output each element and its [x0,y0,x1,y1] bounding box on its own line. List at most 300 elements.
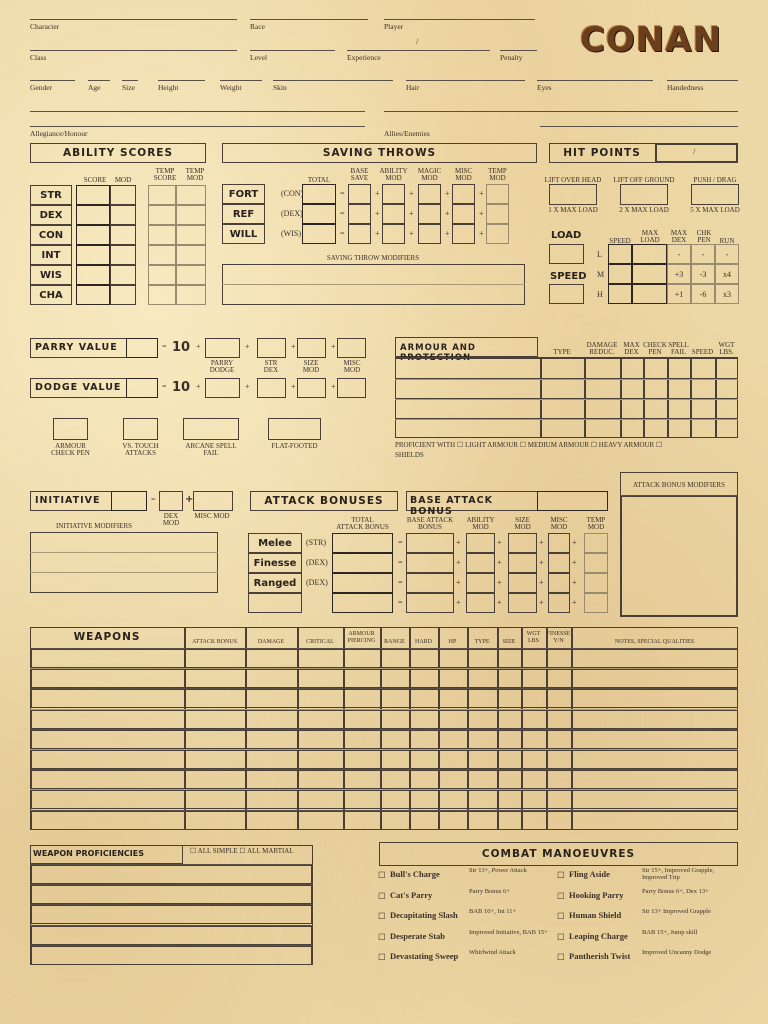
manoeuvre-prerequisite: Whirlwind Attack [469,949,516,956]
operator-sign: = [398,578,403,587]
ability-mod-input[interactable] [110,285,136,305]
defense-sublabel: PARRY DODGE [209,359,235,374]
weapon-row-input[interactable] [31,730,738,749]
proficiency-row-input[interactable] [31,885,312,904]
attack-input[interactable] [584,573,608,593]
ability-temp-mod-input[interactable] [176,245,206,265]
allies-label: Allies/Enemies [384,129,430,138]
load-column-header: MAX LOAD [640,229,660,244]
initiative-modifiers-input[interactable] [30,532,218,593]
manoeuvre-name: Pantherish Twist [569,951,631,961]
manoeuvre-prerequisite: Str 13+, Power Attack [469,867,527,874]
manoeuvre-checkbox[interactable]: ☐ [557,890,565,901]
dodge-value-component-input[interactable] [337,378,366,398]
plus-sign: + [291,342,296,351]
manoeuvre-checkbox[interactable]: ☐ [378,890,386,901]
ability-int-label: INT [30,245,72,265]
weapons-column-header: HARD [414,639,432,645]
load-max-input[interactable] [632,284,667,304]
defense-extra-input[interactable] [123,418,158,440]
lift-sub-label: 1 X MAX LOAD [548,206,598,214]
speed-label: SPEED [550,271,587,282]
hair-label: Hair [406,83,420,92]
divider [30,572,218,573]
operator-sign: + [497,538,502,547]
experience-field[interactable] [347,50,490,51]
save-input[interactable] [302,204,336,224]
operator-sign: = [340,189,345,198]
allies-field[interactable] [384,111,738,112]
operator-sign: + [497,598,502,607]
load-column-header: CHK PEN [696,229,712,244]
check-penalty-value: -6 [699,290,707,299]
load-max-input[interactable] [632,244,667,264]
initiative-misc-input[interactable] [193,491,233,511]
manoeuvre-checkbox[interactable]: ☐ [557,952,565,962]
equals-sign: = [162,382,167,391]
operator-sign: = [398,538,403,547]
load-speed-input[interactable] [608,244,632,264]
operator-sign: + [445,209,450,218]
defense-sublabel: MISC MOD [343,359,361,374]
proficient-label: PROFICIENT WITH [395,441,456,449]
operator-sign: + [572,538,577,547]
load-level-label: L [597,250,602,259]
manoeuvre-checkbox[interactable]: ☐ [557,931,565,942]
attack-input[interactable] [584,533,608,553]
save-input[interactable] [382,204,405,224]
operator-sign: = [398,598,403,607]
attack-input[interactable] [548,553,570,573]
ability-wis-label: WIS [30,265,72,285]
defense-sublabel: SIZE MOD [302,359,320,374]
save-column-header: BASE SAVE [350,167,369,182]
base-attack-bonus-input[interactable] [537,491,608,511]
weight-field[interactable] [220,80,262,81]
weapon-row-input[interactable] [31,689,738,708]
parry-value-component-input[interactable] [297,338,326,358]
attack-melee-label: Melee [248,533,302,553]
armour-header: ARMOUR AND PROTECTION [400,343,476,363]
lift-label: LIFT OFF GROUND [613,176,675,184]
lift-sub-label: 5 X MAX LOAD [690,206,740,214]
load-speed-input[interactable] [608,264,632,284]
save-input[interactable] [486,224,509,244]
load-column-header: MAX DEX [670,229,688,244]
ability-temp-score-input[interactable] [148,185,176,205]
handedness-label: Handedness [667,83,704,92]
save-input[interactable] [486,204,509,224]
all-simple-checkbox[interactable]: ☐ [190,847,197,855]
attack-input[interactable] [508,553,537,573]
divider [222,284,525,285]
equals-sign: = [162,342,167,351]
manoeuvre-name: Fling Aside [569,869,610,879]
weapons-header: WEAPONS [73,631,141,643]
ability-scores-header: ABILITY SCORES [30,143,206,163]
operator-sign: + [497,578,502,587]
attack-column-header: MISC MOD [550,516,568,531]
ability-mod-input[interactable] [110,185,136,205]
parry-value-component-input[interactable] [205,338,240,358]
armour-column-header: SPEED [691,348,714,356]
level-field[interactable] [250,50,335,51]
ability-str-label: STR [30,185,72,205]
max-dex-value: +1 [674,290,684,299]
ability-temp-score-input[interactable] [148,285,176,305]
operator-sign: + [409,209,414,218]
defense-extra-input[interactable] [183,418,239,440]
operator-sign: + [479,209,484,218]
parry-value-component-input[interactable] [257,338,286,358]
save-ref-label: REF [222,204,265,224]
manoeuvre-name: Devastating Sweep [390,951,459,961]
allies-field-line2[interactable] [540,126,738,127]
ability-temp-mod-input[interactable] [176,285,206,305]
all-martial-checkbox[interactable]: ☐ [239,847,246,855]
dodge-value-component-input[interactable] [297,378,326,398]
save-input[interactable] [382,224,405,244]
proficiency-row-input[interactable] [31,905,312,924]
manoeuvre-prerequisite: BAB 10+, Int 11+ [469,908,517,915]
row-divider [395,399,738,400]
heavy-armour-checkbox[interactable]: ☐ [590,441,598,449]
handedness-field[interactable] [667,80,738,81]
initiative-header: INITIATIVE [35,495,101,506]
row-divider [395,419,738,420]
ability-temp-score-input[interactable] [148,245,176,265]
operator-sign: + [539,578,544,587]
save-input[interactable] [348,184,371,204]
defense-extra-label: FLAT-FOOTED [271,442,318,450]
ability-temp-mod-input[interactable] [176,265,206,285]
attack-input[interactable] [332,573,393,593]
save-column-header: TOTAL [307,176,331,184]
character-label: Character [30,22,60,31]
defense-sublabel: STR DEX [263,359,279,374]
attack-column-header: SIZE MOD [514,516,531,531]
light-armour-label: LIGHT ARMOUR [465,441,518,449]
shields-label: SHIELDS [395,451,424,459]
armour-column-header: WGT LBS. [718,341,735,356]
parry-value-component-input[interactable] [337,338,366,358]
parry-value-total-input[interactable] [126,338,158,358]
misc-mod-label: MISC MOD [194,512,230,520]
operator-sign: + [375,229,380,238]
plus-sign: + [245,342,250,351]
player-field[interactable] [384,19,535,20]
weapon-row-input[interactable] [31,710,738,729]
attack-input[interactable] [466,533,495,553]
proficiency-row-input[interactable] [31,926,312,945]
medium-armour-label: MEDIUM ARMOUR [527,441,590,449]
operator-sign: + [572,598,577,607]
weapon-row-input[interactable] [31,811,738,830]
height-label: Height [158,83,179,92]
operator-sign: + [539,558,544,567]
attack-input[interactable] [584,553,608,573]
save-input[interactable] [452,184,475,204]
defense-extra-label: ARCANE SPELL FAIL [185,442,237,457]
ability-score-input[interactable] [76,185,110,205]
manoeuvre-name: Bull's Charge [390,869,440,879]
attack-column-header: BASE ATTACK BONUS [406,516,454,531]
load-max-input[interactable] [632,264,667,284]
dodge-value-component-input[interactable] [205,378,240,398]
manoeuvre-checkbox[interactable]: ☐ [378,870,386,880]
proficiency-row-input[interactable] [31,946,312,965]
save-input[interactable] [452,224,475,244]
load-column-header: RUN [719,237,735,245]
row-divider [395,379,738,380]
weight-label: Weight [220,83,242,92]
ability-temp-score-input[interactable] [148,225,176,245]
attack-input[interactable] [466,553,495,573]
save-input[interactable] [348,204,371,224]
armour-column-header: CHECK PEN [643,341,667,356]
weapons-column-header: RANGE [384,639,405,645]
ability-temp-score-input[interactable] [148,265,176,285]
weapons-column-header: CRITICAL [306,639,334,645]
dex-mod-label: DEX MOD [162,512,180,527]
ability-temp-mod-input[interactable] [176,225,206,245]
manoeuvre-checkbox[interactable]: ☐ [378,911,386,921]
conan-logo: CONAN [579,20,723,60]
armour-column-header: SPELL FAIL [668,341,689,356]
save-column-header: TEMP MOD [488,167,507,182]
attack-input[interactable] [548,573,570,593]
class-label: Class [30,53,47,62]
base-ten: 10 [172,340,191,355]
save-input[interactable] [348,224,371,244]
operator-sign: + [445,229,450,238]
attack-column-header: TOTAL ATTACK BONUS [336,516,389,531]
check-penalty-value: -3 [699,270,707,279]
ability-cha-label: CHA [30,285,72,305]
operator-sign: + [456,598,461,607]
hair-field[interactable] [406,80,525,81]
equals-sign: = [151,495,156,504]
attack-column-header: ABILITY MOD [466,516,495,531]
ability-mod-input[interactable] [110,225,136,245]
manoeuvre-checkbox[interactable]: ☐ [378,952,386,962]
weapon-row-input[interactable] [31,669,738,688]
allegiance-field[interactable] [30,111,365,112]
hit-points-header: HIT POINTS [563,147,641,159]
attack-bonus-modifiers-input[interactable] [621,496,737,616]
size-field[interactable] [122,80,138,81]
manoeuvre-checkbox[interactable]: ☐ [557,870,565,880]
ability-mod-input[interactable] [110,265,136,285]
manoeuvre-name: Decapitating Slash [390,910,458,920]
save-input[interactable] [452,204,475,224]
penalty-field[interactable] [500,50,537,51]
defense-extra-label: VS. TOUCH ATTACKS [122,442,159,457]
armour-row-input[interactable] [395,358,738,379]
attack-input[interactable] [508,573,537,593]
operator-sign: + [456,538,461,547]
attack-finesse-label: Finesse [248,553,302,573]
manoeuvre-name: Human Shield [569,910,622,920]
weapon-row-input[interactable] [31,750,738,769]
check-penalty-value: - [701,250,705,259]
save-input[interactable] [418,184,441,204]
size-label: Size [122,83,135,92]
ability-score-input[interactable] [76,205,110,225]
all-martial-label: ALL MARTIAL [247,847,294,855]
height-field[interactable] [158,80,205,81]
age-field[interactable] [88,80,110,81]
operator-sign: + [539,598,544,607]
ability-temp-mod-input[interactable] [176,205,206,225]
combat-manoeuvres-header: COMBAT MANOEUVRES [379,842,738,866]
initiative-modifiers-label: INITIATIVE MODIFIERS [55,522,133,530]
ability-score-input[interactable] [76,285,110,305]
armour-proficiency [395,442,768,449]
operator-sign: + [572,578,577,587]
weapon-row-input[interactable] [31,770,738,789]
operator-sign: + [375,209,380,218]
attack-input[interactable] [406,573,454,593]
save-input[interactable] [382,184,405,204]
ability-mod-input[interactable] [110,245,136,265]
penalty-label: Penalty [500,53,523,62]
attack-input[interactable] [406,533,454,553]
saving-throw-modifiers-label: SAVING THROW MODIFIERS [326,254,420,262]
operator-sign: = [398,558,403,567]
proficiency-row-input[interactable] [31,865,312,884]
manoeuvre-prerequisite: Str 15+, Improved Grapple, Improved Trip [642,867,715,881]
initiative-dex-input[interactable] [159,491,183,511]
load-column-header: SPEED [609,237,631,245]
light-armour-checkbox[interactable]: ☐ [456,441,464,449]
attack-input[interactable] [466,593,495,613]
allegiance-field-line2[interactable] [30,126,365,127]
attack-input[interactable] [406,593,454,613]
manoeuvre-prerequisite: Parry Bonus 6+, Dex 13+ [642,887,709,895]
base-attack-bonus-header: BASE ATTACK BONUS [410,495,493,517]
character-field[interactable] [30,19,237,20]
load-input[interactable] [549,244,584,264]
load-level-label: H [597,290,603,299]
attack-input[interactable] [508,533,537,553]
class-field[interactable] [30,50,237,51]
attack-input[interactable] [508,593,537,613]
attack-input[interactable] [584,593,608,613]
ability-temp-mod-input[interactable] [176,185,206,205]
ability-temp-score-input[interactable] [148,205,176,225]
operator-sign: + [409,189,414,198]
weapons-column-header: WGT LBS [526,631,541,644]
operator-sign: + [456,558,461,567]
race-label: Race [250,22,265,31]
race-field[interactable] [250,19,368,20]
armour-row-input[interactable] [395,398,738,419]
ability-mod-input[interactable] [110,205,136,225]
weapon-row-input[interactable] [31,790,738,809]
attack-input[interactable] [332,553,393,573]
defense-extra-input[interactable] [268,418,321,440]
lift-input[interactable] [691,184,739,205]
dodge-value-total-input[interactable] [126,378,158,398]
manoeuvre-name: Desperate Stab [390,930,446,941]
attack-input[interactable] [548,593,570,613]
weapon-row-input[interactable] [31,649,738,668]
eyes-field[interactable] [537,80,653,81]
weapons-column-header: DAMAGE [257,639,285,645]
save-input[interactable] [302,224,336,244]
save-input[interactable] [302,184,336,204]
manoeuvre-prerequisite: Improved Initiative, BAB 15+ [469,928,548,936]
manoeuvre-name: Hooking Parry [569,889,624,900]
hit-points-slash: / [693,146,696,156]
max-dex-value: - [677,250,681,259]
temp-score-column-header: TEMP SCORE [153,167,177,182]
weapons-column-header: NOTES, SPECIAL QUALITIES [614,639,695,645]
attack-custom-label [248,593,302,613]
plus-sign: + [331,342,336,351]
weapons-column-header: FINESSE Y/N [546,631,571,644]
ability-score-input[interactable] [76,245,110,265]
saving-throws-header: SAVING THROWS [222,143,537,163]
attack-input[interactable] [332,533,393,553]
weapon-proficiencies-header: WEAPON PROFICIENCIES [33,849,144,858]
experience-slash: / [416,36,419,46]
skin-field[interactable] [273,80,393,81]
ability-score-input[interactable] [76,225,110,245]
save-input[interactable] [486,184,509,204]
save-input[interactable] [418,224,441,244]
ability-score-input[interactable] [76,265,110,285]
all-simple-label: ALL SIMPLE [197,847,238,855]
dodge-value-component-input[interactable] [257,378,286,398]
age-label: Age [88,83,101,92]
armour-column-header: DAMAGE REDUC. [586,341,618,356]
shields-checkbox[interactable]: ☐ [655,441,663,449]
attack-input[interactable] [406,553,454,573]
save-column-header: ABILITY MOD [379,167,408,182]
save-will-label: WILL [222,224,265,244]
operator-sign: + [479,229,484,238]
plus-sign: + [245,382,250,391]
temp-mod-column-header: TEMP MOD [185,167,205,182]
speed-input[interactable] [549,284,584,304]
gender-field[interactable] [30,80,75,81]
lift-sub-label: 2 X MAX LOAD [619,206,669,214]
operator-sign: + [445,189,450,198]
save-ability-label: (WIS) [281,229,301,238]
defense-extra-input[interactable] [53,418,88,440]
operator-sign: + [479,189,484,198]
medium-armour-checkbox[interactable]: ☐ [519,441,526,449]
armour-row-input[interactable] [395,378,738,399]
gender-label: Gender [30,83,53,92]
manoeuvre-checkbox[interactable]: ☐ [378,931,386,942]
base-ten: 10 [172,380,191,395]
attack-bonuses-header: ATTACK BONUSES [250,491,398,511]
lift-input[interactable] [549,184,597,205]
lift-input[interactable] [620,184,668,205]
save-column-header: MAGIC MOD [417,167,442,182]
attack-input[interactable] [332,593,393,613]
manoeuvre-name: Leaping Charge [569,930,628,941]
manoeuvre-checkbox[interactable]: ☐ [557,911,565,921]
attack-input[interactable] [548,533,570,553]
initiative-total-input[interactable] [111,491,147,511]
load-speed-input[interactable] [608,284,632,304]
save-input[interactable] [418,204,441,224]
attack-input[interactable] [466,573,495,593]
